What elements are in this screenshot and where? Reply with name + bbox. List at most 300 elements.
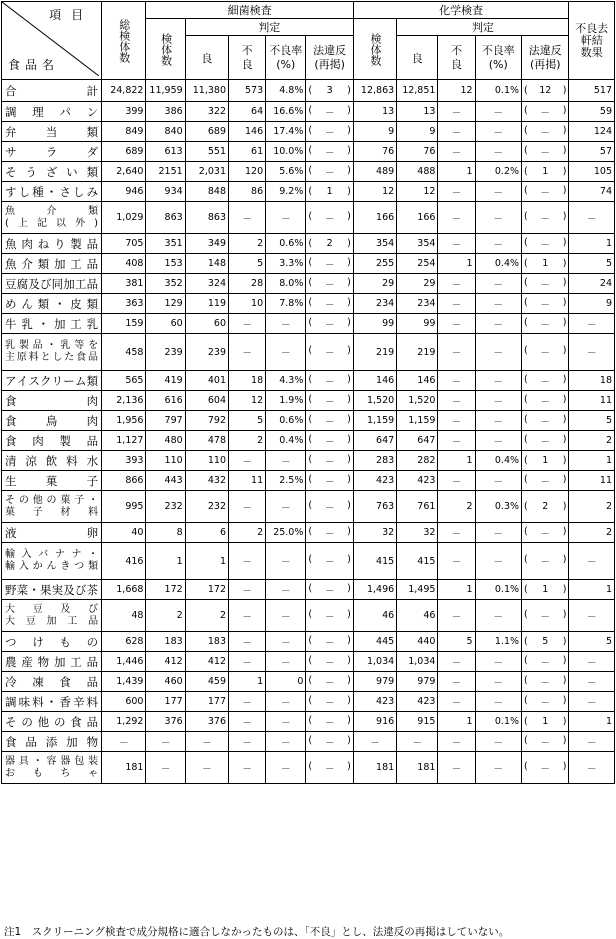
cell-b-rate: 10.0% [266,142,306,162]
item-header: 項目 [49,8,94,22]
paren-close: ) [347,256,351,268]
cell-c-law [522,182,569,202]
cell-c-n: 763 [353,491,396,523]
cell-c-n: 916 [353,712,396,732]
cell-b-rate: 4.3% [266,371,306,391]
cell-c-law [522,162,569,182]
cell-c-law [522,471,569,491]
paren-open: ( [524,674,528,686]
paren-close: ) [347,238,351,249]
cell-total: 995 [102,491,146,523]
bacteria-law-header: 法違反(再掲) [306,36,353,80]
cell-removal: － [569,752,615,784]
paren-close: ) [562,85,567,96]
cell-c-bad: － [438,102,475,122]
cell-b-n: 460 [146,672,185,692]
food-name-cell [2,234,102,254]
food-name-cell [2,162,102,182]
cell-c-law [522,523,569,543]
violation-value: － [324,637,335,649]
paren-close: ) [347,345,351,356]
paren-open: ( [524,716,528,727]
cell-c-n: 146 [353,371,396,391]
paren-close: ) [562,345,567,356]
cell-total: 408 [102,254,146,274]
violation-value: － [324,677,335,689]
cell-b-good: 848 [185,182,228,202]
cell-c-rate: 0.1% [475,580,521,600]
cell-c-rate: 0.2% [475,162,521,182]
table-row [2,411,615,431]
table-row [2,234,615,254]
food-name: す し 種 ・ さ し み [5,184,99,199]
violation-value: － [324,763,335,775]
cell-b-rate: 2.5% [266,471,306,491]
cell-c-n: 489 [353,162,396,182]
table-row [2,371,615,391]
food-name-cell [2,254,102,274]
paren-close: ) [347,714,351,726]
cell-b-law [306,652,353,672]
cell-c-good: 76 [397,142,438,162]
table-row [2,334,615,371]
cell-b-law [306,580,353,600]
food-name-cell [2,122,102,142]
cell-c-n: 76 [353,142,396,162]
cell-removal: 105 [569,162,615,182]
cell-b-bad: － [229,632,266,652]
paren-open: ( [524,166,528,177]
paren-close: ) [562,296,567,308]
cell-b-rate: 5.6% [266,162,306,182]
cell-b-rate: 0.4% [266,431,306,451]
cell-removal: － [569,202,615,234]
bacteria-rate-header: 不良率(%) [266,36,306,80]
violation-value: － [540,319,550,331]
cell-c-rate: － [475,600,521,632]
food-name: 調 理 パ ン [5,104,99,119]
paren-open: ( [524,276,528,288]
food-name-cell [2,543,102,580]
cell-total: 628 [102,632,146,652]
cell-b-good: 349 [185,234,228,254]
cell-c-good: 219 [397,334,438,371]
violation-value: － [324,456,335,468]
paren-close: ) [347,210,351,222]
paren-open: ( [524,525,528,537]
food-name: サ ラ ダ [5,144,99,159]
cell-c-law [522,732,569,752]
table-row [2,202,615,234]
cell-c-n: 46 [353,600,396,632]
violation-value: － [540,476,550,488]
paren-close: ) [562,104,567,116]
cell-total: 1,029 [102,202,146,234]
paren-close: ) [562,258,567,269]
cell-c-rate: 0.4% [475,451,521,471]
cell-c-bad: － [438,543,475,580]
cell-b-bad: 120 [229,162,266,182]
cell-c-rate: － [475,122,521,142]
paren-close: ) [562,501,567,512]
paren-open: ( [308,654,313,666]
cell-b-bad: － [229,334,266,371]
food-name: 乳 製 品 ・ 乳 等 を [5,340,99,351]
paren-close: ) [347,144,351,156]
food-name-cell [2,274,102,294]
cell-c-good: 146 [397,371,438,391]
paren-close: ) [347,433,351,445]
cell-c-law [522,431,569,451]
violation-value: － [540,299,550,311]
cell-b-rate: 1.9% [266,391,306,411]
cell-b-law [306,334,353,371]
cell-b-n: 110 [146,451,185,471]
cell-c-rate: － [475,334,521,371]
cell-removal: 57 [569,142,615,162]
cell-c-bad: 5 [438,632,475,652]
paren-close: ) [562,525,567,537]
cell-b-n: 386 [146,102,185,122]
table-row [2,80,615,102]
cell-c-rate: － [475,692,521,712]
cell-c-rate: 0.3% [475,491,521,523]
cell-b-rate: 16.6% [266,102,306,122]
cell-c-good: 488 [397,162,438,182]
cell-b-good: 232 [185,491,228,523]
cell-c-bad: － [438,471,475,491]
cell-c-n: 1,159 [353,411,396,431]
cell-b-law [306,162,353,182]
cell-total: 866 [102,471,146,491]
violation-value: － [540,396,550,408]
food-name: 弁 当 類 [5,124,99,139]
chemical-samples-header: 検体数 [353,19,396,80]
cell-b-bad: 10 [229,294,266,314]
cell-b-law [306,122,353,142]
cell-c-bad: － [438,142,475,162]
paren-open: ( [524,393,528,405]
cell-removal: － [569,732,615,752]
food-name: 清 涼 飲 料 水 [5,453,99,468]
cell-c-good: 166 [397,202,438,234]
paren-close: ) [347,760,351,772]
cell-c-bad: 1 [438,451,475,471]
violation-value: － [540,127,550,139]
paren-open: ( [524,316,528,328]
paren-close: ) [562,584,567,595]
cell-b-law [306,254,353,274]
violation-value: － [324,279,335,291]
inspection-table [1,1,615,784]
cell-b-n: 443 [146,471,185,491]
cell-c-law [522,142,569,162]
violation-value: － [540,697,550,709]
cell-c-bad: － [438,523,475,543]
cell-removal: 124 [569,122,615,142]
table-row [2,672,615,692]
cell-b-good: 11,380 [185,80,228,102]
violation-value: － [324,416,335,428]
cell-c-bad: 1 [438,162,475,182]
paren-close: ) [347,104,351,116]
cell-c-bad: － [438,411,475,431]
cell-removal: － [569,672,615,692]
cell-b-law [306,600,353,632]
cell-total: 2,640 [102,162,146,182]
violation-value: － [540,611,550,623]
cell-b-rate: 3.3% [266,254,306,274]
paren-open: ( [308,453,313,465]
violation-value: － [540,187,550,199]
violation-value: － [540,376,550,388]
cell-c-law [522,391,569,411]
food-name-cell [2,752,102,784]
cell-b-good: 459 [185,672,228,692]
food-name: 調 味 料 ・ 香 辛 料 [5,694,99,709]
paren-close: ) [347,473,351,485]
paren-open: ( [308,433,313,445]
cell-c-law [522,274,569,294]
cell-total: 1,668 [102,580,146,600]
table-body [2,80,615,784]
cell-b-rate: 25.0% [266,523,306,543]
table-row [2,294,615,314]
cell-c-bad: － [438,122,475,142]
violation-value: － [324,299,335,311]
cell-b-good: 689 [185,122,228,142]
cell-c-law [522,580,569,600]
cell-b-law [306,712,353,732]
cell-b-good: 177 [185,692,228,712]
cell-removal: 24 [569,274,615,294]
cell-c-law [522,600,569,632]
violation-value: － [540,416,550,428]
paren-open: ( [308,373,313,385]
cell-c-good: 12 [397,182,438,202]
cell-b-n: 613 [146,142,185,162]
cell-total: 416 [102,543,146,580]
violation-value: 12 [539,85,552,96]
cell-b-law [306,491,353,523]
paren-open: ( [308,124,313,136]
cell-c-bad: 1 [438,580,475,600]
cell-removal: 9 [569,294,615,314]
cell-b-rate: － [266,314,306,334]
violation-value: － [324,717,335,729]
cell-c-rate: － [475,672,521,692]
cell-total: 181 [102,752,146,784]
paren-close: ) [562,608,567,620]
table-row [2,122,615,142]
paren-open: ( [524,345,528,356]
food-name: 食 肉 製 品 [5,433,99,448]
cell-b-good: 172 [185,580,228,600]
table-row [2,752,615,784]
paren-open: ( [524,694,528,706]
food-name: 冷 凍 食 品 [5,674,99,689]
cell-c-good: 979 [397,672,438,692]
table-row [2,314,615,334]
chemical-law-header: 法違反(再掲) [522,36,569,80]
cell-b-rate: 4.8% [266,80,306,102]
food-name-cell [2,652,102,672]
paren-close: ) [347,186,351,197]
food-name: 野 菜 ・ 果 実 及 び 茶 [5,582,99,597]
table-row [2,523,615,543]
cell-b-good: 60 [185,314,228,334]
paren-open: ( [308,210,313,222]
paren-close: ) [562,210,567,222]
paren-open: ( [308,554,313,565]
violation-value: 1 [542,584,549,595]
food-name-cell [2,102,102,122]
cell-b-good: 110 [185,451,228,471]
paren-open: ( [308,296,313,308]
cell-removal: 1 [569,451,615,471]
cell-c-bad: － [438,334,475,371]
violation-value: － [324,127,335,139]
violation-value: － [540,147,550,159]
cell-b-n: 2 [146,600,185,632]
paren-open: ( [308,186,313,197]
cell-c-law [522,451,569,471]
paren-open: ( [524,296,528,308]
cell-c-n: 9 [353,122,396,142]
paren-close: ) [347,734,351,746]
cell-removal: 2 [569,431,615,451]
cell-b-law [306,274,353,294]
table-row [2,162,615,182]
violation-value: － [540,348,550,359]
food-name-cell [2,732,102,752]
food-name-sub: 大 豆 加 工 品 [5,615,99,627]
cell-c-bad: 1 [438,254,475,274]
cell-c-bad: － [438,391,475,411]
cell-b-n: － [146,732,185,752]
cell-c-bad: － [438,314,475,334]
cell-b-n: 934 [146,182,185,202]
paren-open: ( [524,373,528,385]
paren-open: ( [524,608,528,620]
cell-c-good: 647 [397,431,438,451]
cell-b-bad: 2 [229,234,266,254]
cell-b-n: 239 [146,334,185,371]
violation-value: － [324,585,335,597]
cell-b-good: 6 [185,523,228,543]
paren-open: ( [524,210,528,222]
cell-b-bad: － [229,451,266,471]
cell-b-law [306,314,353,334]
paren-close: ) [347,608,351,620]
violation-value: － [324,737,335,749]
paren-close: ) [562,654,567,666]
cell-b-good: 432 [185,471,228,491]
violation-value: － [540,657,550,669]
paren-open: ( [524,184,528,196]
cell-b-law [306,411,353,431]
cell-b-law [306,142,353,162]
food-name: 液 卵 [5,525,99,540]
cell-c-law [522,652,569,672]
paren-close: ) [562,413,567,425]
cell-b-law [306,431,353,451]
cell-c-n: 647 [353,431,396,451]
cell-b-bad: － [229,580,266,600]
table-row [2,491,615,523]
food-name: 食 品 添 加 物 [5,734,99,749]
cell-b-law [306,371,353,391]
cell-removal: 5 [569,411,615,431]
cell-total: － [102,732,146,752]
cell-c-rate: － [475,142,521,162]
cell-c-rate: － [475,732,521,752]
cell-b-good: 2 [185,600,228,632]
paren-close: ) [347,316,351,328]
violation-value: － [540,528,550,540]
cell-c-good: 282 [397,451,438,471]
cell-removal: 517 [569,80,615,102]
paren-close: ) [562,276,567,288]
food-name-cell [2,523,102,543]
cell-b-rate: － [266,752,306,784]
cell-b-bad: － [229,202,266,234]
cell-c-good: 12,851 [397,80,438,102]
paren-open: ( [524,654,528,666]
cell-c-n: 13 [353,102,396,122]
cell-total: 600 [102,692,146,712]
cell-b-n: － [146,752,185,784]
paren-close: ) [562,166,567,177]
cell-removal: 11 [569,391,615,411]
cell-total: 689 [102,142,146,162]
paren-close: ) [347,393,351,405]
paren-open: ( [524,636,528,647]
cell-b-rate: 0 [266,672,306,692]
cell-b-n: 840 [146,122,185,142]
cell-c-bad: － [438,274,475,294]
cell-c-good: 415 [397,543,438,580]
cell-total: 393 [102,451,146,471]
cell-b-law [306,80,353,102]
bacteria-header: 細菌検査 [146,2,353,19]
violation-value: 1 [542,455,549,466]
cell-removal: 1 [569,580,615,600]
violation-value: 1 [542,258,549,269]
cell-c-good: 32 [397,523,438,543]
cell-c-rate: － [475,652,521,672]
cell-c-good: 423 [397,471,438,491]
cell-c-rate: － [475,202,521,234]
cell-c-rate: － [475,314,521,334]
cell-c-n: 234 [353,294,396,314]
violation-value: － [324,213,335,225]
cell-removal: 11 [569,471,615,491]
paren-open: ( [308,473,313,485]
cell-c-law [522,752,569,784]
cell-removal: － [569,314,615,334]
food-name: 生 菓 子 [5,473,99,488]
cell-total: 1,127 [102,431,146,451]
paren-open: ( [308,760,313,772]
cell-total: 1,446 [102,652,146,672]
cell-b-bad: － [229,752,266,784]
paren-close: ) [347,554,351,565]
cell-c-n: 12,863 [353,80,396,102]
paren-open: ( [524,501,528,512]
cell-total: 849 [102,122,146,142]
cell-removal: － [569,652,615,672]
